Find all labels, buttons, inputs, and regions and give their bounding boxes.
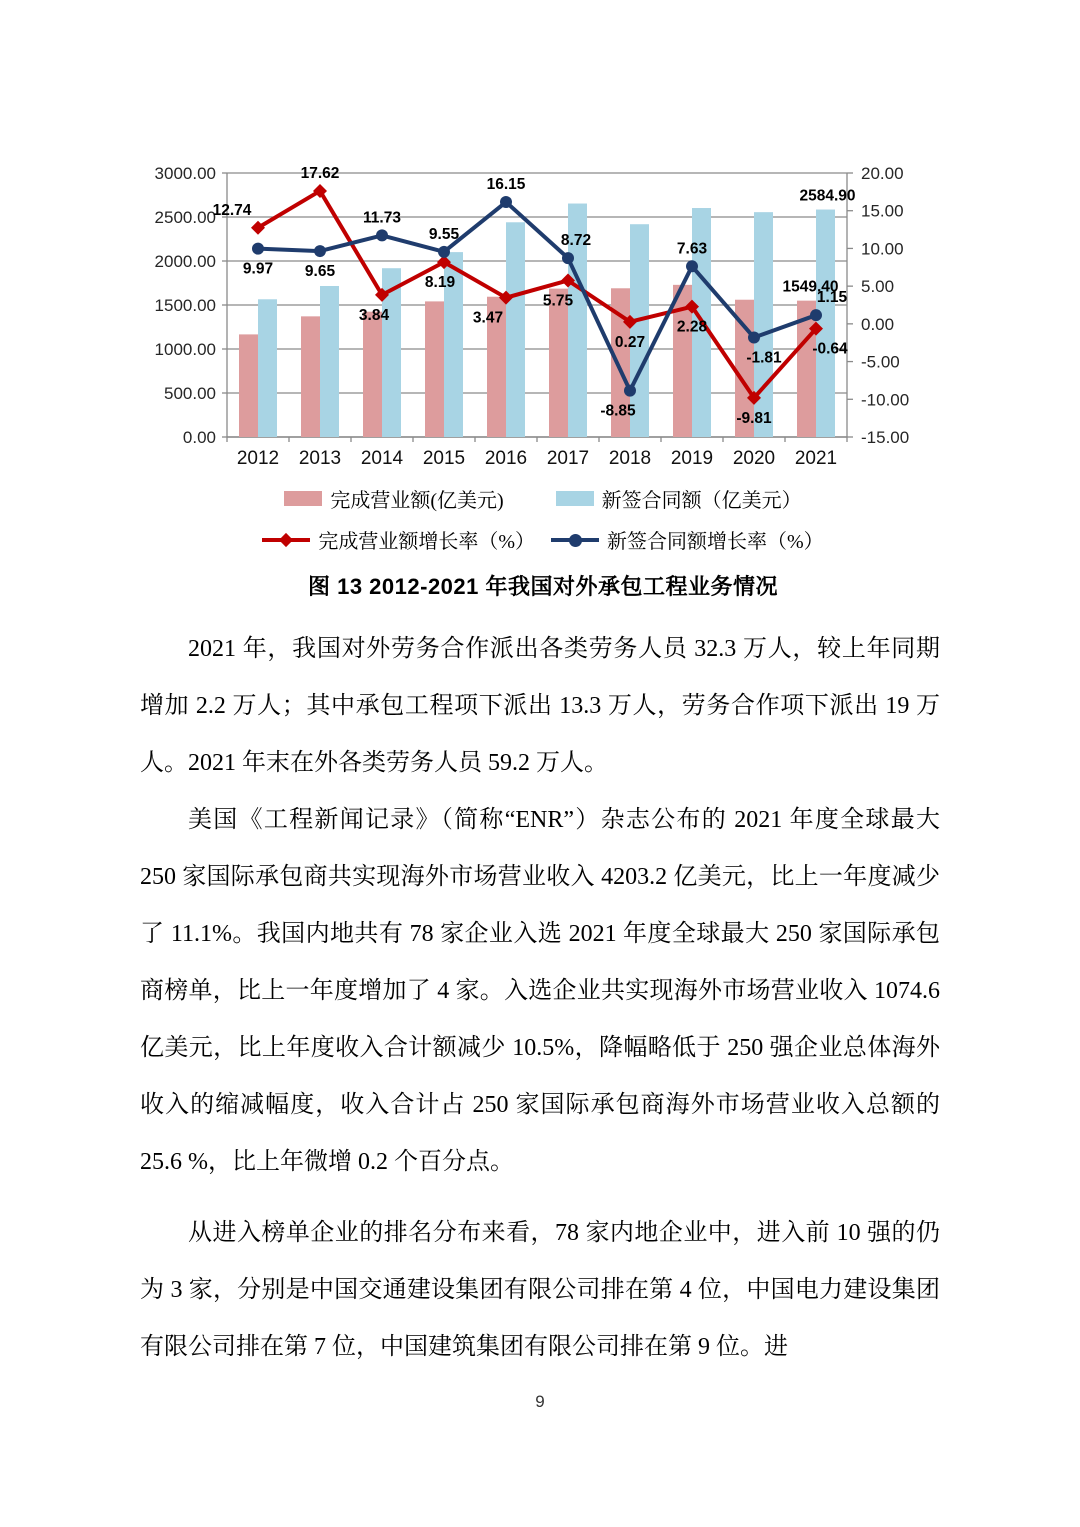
- figure-caption: 图 13 2012-2021 年我国对外承包工程业务情况: [307, 574, 779, 599]
- svg-text:7.63: 7.63: [676, 240, 708, 258]
- page-number: 9: [535, 1392, 545, 1411]
- body-text: [140, 621, 940, 1376]
- svg-text:3.47: 3.47: [472, 309, 504, 327]
- svg-text:3.84: 3.84: [358, 306, 390, 324]
- svg-text:2013: 2013: [298, 448, 342, 469]
- navy-line-circle-swatch-icon: [551, 532, 599, 548]
- svg-text:10.00: 10.00: [861, 239, 904, 259]
- svg-text:5.75: 5.75: [542, 292, 574, 310]
- svg-text:2500.00: 2500.00: [154, 208, 216, 227]
- svg-text:-8.85: -8.85: [600, 402, 636, 420]
- svg-text:8.19: 8.19: [424, 274, 456, 292]
- legend-label: 新签合同额增长率（%）: [607, 531, 824, 553]
- svg-text:0.00: 0.00: [861, 314, 895, 334]
- legend-row-bars: [284, 484, 801, 513]
- legend-item-new-contracts: [556, 484, 802, 513]
- legend-row-lines: [262, 525, 823, 554]
- svg-text:2000.00: 2000.00: [154, 252, 216, 271]
- svg-text:17.62: 17.62: [300, 164, 340, 182]
- svg-text:2018: 2018: [608, 448, 652, 469]
- svg-text:3000.00: 3000.00: [154, 164, 216, 183]
- svg-text:2012: 2012: [236, 448, 280, 469]
- svg-text:8.72: 8.72: [560, 232, 592, 250]
- svg-text:15.00: 15.00: [861, 201, 904, 221]
- svg-text:2.28: 2.28: [676, 318, 708, 336]
- svg-text:-9.81: -9.81: [736, 409, 772, 427]
- paragraph-enr-ranking: 美国《工程新闻记录》（简称“ENR”）杂志公布的 2021 年度全球最大 250 家国际承包商共实现海外市场营业收入 4203.2 亿美元，比上一年度减少了 11.1%。我国内地共有 78 家企业入选 2021 年度全球最大 250 家国际承包商榜单，比上一年度增加了 4 家。入选企业共实现海外市场营业收入 1074.6 亿美元，比上年度收入合计额减少 10.5%，降幅略低于 250 强企业总体海外收入的缩减幅度，收入合计占 250 家国际承包商海外市场营业收入总额的 25.6 %，比上年微增 0.2 个百分点。: [140, 807, 940, 1175]
- svg-text:2016: 2016: [484, 448, 528, 469]
- svg-text:0.27: 0.27: [614, 333, 646, 351]
- svg-text:9.97: 9.97: [242, 260, 274, 278]
- svg-text:500.00: 500.00: [164, 384, 216, 403]
- circle-marker-icon: [569, 534, 582, 547]
- figure-13: [128, 148, 958, 601]
- svg-text:1000.00: 1000.00: [154, 340, 216, 359]
- svg-text:-15.00: -15.00: [861, 428, 910, 447]
- svg-text:12.74: 12.74: [212, 201, 252, 219]
- legend-item-revenue-growth: [262, 525, 535, 554]
- svg-text:9.55: 9.55: [428, 225, 460, 243]
- svg-text:1500.00: 1500.00: [154, 296, 216, 315]
- svg-text:1.15: 1.15: [816, 289, 848, 307]
- svg-text:20.00: 20.00: [861, 164, 904, 183]
- svg-text:16.15: 16.15: [486, 176, 526, 194]
- svg-text:2019: 2019: [670, 448, 714, 469]
- legend-item-completed-revenue: [284, 484, 503, 513]
- legend-label: 新签合同额（亿美元）: [601, 490, 802, 512]
- legend-item-contract-growth: [551, 525, 824, 554]
- svg-text:-10.00: -10.00: [861, 390, 910, 410]
- svg-text:2017: 2017: [546, 448, 590, 469]
- blue-bar-swatch-icon: [556, 491, 594, 506]
- svg-text:-1.81: -1.81: [746, 349, 782, 367]
- paragraph-labor-cooperation: 2021 年，我国对外劳务合作派出各类劳务人员 32.3 万人，较上年同期增加 2.2 万人；其中承包工程项下派出 13.3 万人，劳务合作项下派出 19 万人。2021 年末在外各类劳务人员 59.2 万人。: [140, 636, 940, 776]
- svg-text:5.00: 5.00: [861, 277, 895, 297]
- svg-text:9.65: 9.65: [304, 263, 336, 281]
- svg-text:2021: 2021: [794, 448, 838, 469]
- legend-label: 完成营业额增长率（%）: [318, 531, 535, 553]
- paragraph-top10-companies: 从进入榜单企业的排名分布来看，78 家内地企业中，进入前 10 强的仍为 3 家，分别是中国交通建设集团有限公司排在第 4 位，中国电力建设集团有限公司排在第 7 位，中国建筑集团有限公司排在第 9 位。进: [140, 1220, 940, 1360]
- pink-bar-swatch-icon: [284, 491, 322, 506]
- combo-chart: [128, 148, 958, 478]
- svg-text:-5.00: -5.00: [861, 352, 900, 372]
- red-line-diamond-swatch-icon: [262, 532, 310, 548]
- svg-text:2015: 2015: [422, 448, 466, 469]
- diamond-marker-icon: [279, 532, 293, 546]
- legend-label: 完成营业额(亿美元): [330, 490, 504, 512]
- svg-text:2020: 2020: [732, 448, 776, 469]
- svg-text:0.00: 0.00: [182, 428, 216, 447]
- chart-legend: [128, 484, 958, 554]
- svg-text:-0.64: -0.64: [812, 340, 848, 358]
- svg-text:2014: 2014: [360, 448, 404, 469]
- svg-text:2584.90: 2584.90: [799, 187, 856, 205]
- svg-text:1549.40: 1549.40: [782, 278, 839, 296]
- svg-text:11.73: 11.73: [363, 209, 401, 227]
